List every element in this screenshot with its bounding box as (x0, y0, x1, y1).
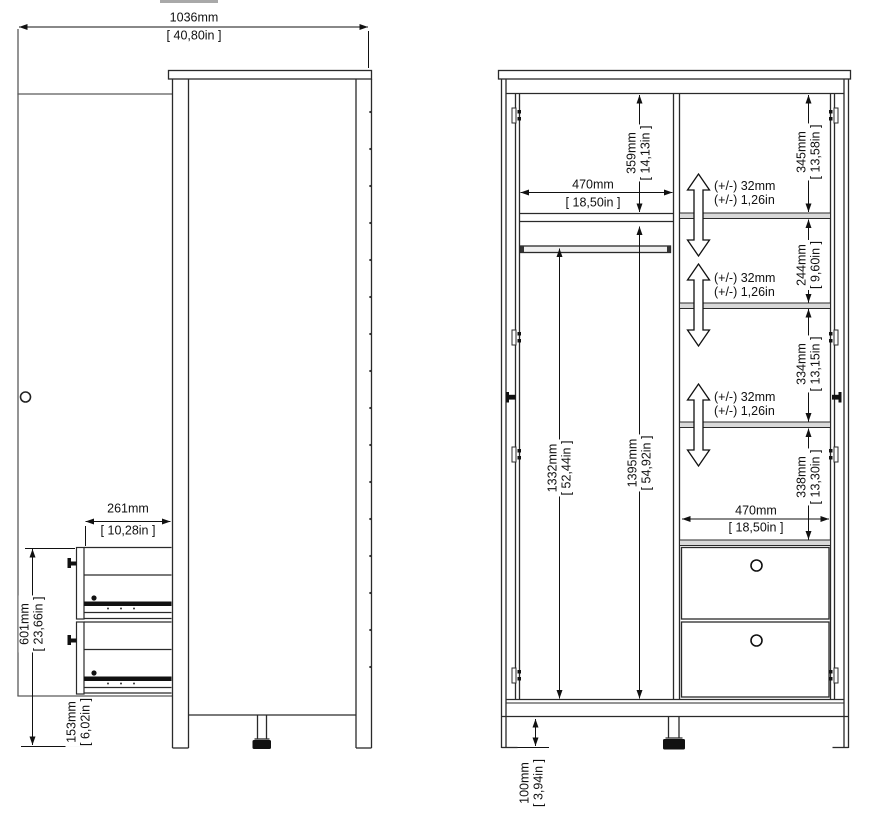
open-drawers-side-view (68, 548, 172, 695)
dim-right-width-mm: 470mm (735, 503, 777, 518)
drawer-1-rail (84, 602, 172, 607)
dim-leg-height: 100mm [ 3,94in ] (517, 759, 545, 807)
top-panel-front (499, 71, 851, 80)
shelf-adjustment-label: (+/-) 32mm (+/-) 1,26in (714, 271, 776, 299)
drawer-1-knob (68, 558, 72, 568)
dim-drawer-extension-mm: 261mm (107, 501, 149, 516)
wardrobe-side-view (169, 71, 372, 750)
dim-overall-width-mm: 1036mm (169, 10, 219, 25)
side-leg-foot (253, 740, 272, 749)
drawer-1-front-knob (751, 560, 762, 571)
shelf-adjustment-label: (+/-) 32mm (+/-) 1,26in (714, 179, 776, 207)
dim-left-top-section: 359mm [ 14,13in ] (624, 125, 652, 181)
front-leg (663, 717, 685, 750)
drawer-1-side (68, 548, 172, 620)
front-leg-foot (663, 739, 685, 750)
dim-shelf-gap-2: 244mm [ 9,60in ] (794, 241, 822, 289)
top-panel-side (169, 71, 372, 80)
drawer-2-front-knob (751, 635, 762, 646)
dim-base-section-height: 153mm [ 6,02in ] (64, 698, 92, 746)
door-knob (21, 392, 31, 402)
dim-left-interior-height: 1395mm [ 54,92in ] (625, 435, 653, 491)
drawer-2-knob (68, 635, 72, 645)
dim-left-width-in: [ 18,50in ] (565, 195, 621, 210)
dim-left-width-mm: 470mm (572, 177, 614, 192)
dim-drawer-extension-in: [ 10,28in ] (100, 523, 156, 538)
dim-shelf-gap-1: 345mm [ 13,58in ] (794, 124, 822, 180)
drawer-2-rail (84, 677, 172, 682)
dim-right-width-in: [ 18,50in ] (728, 520, 784, 535)
dim-overall-width-in: [ 40,80in ] (166, 28, 222, 43)
dim-shelf-gap-3: 334mm [ 13,15in ] (794, 336, 822, 392)
shelf-4 (680, 540, 831, 546)
drawers-front (682, 548, 830, 698)
hanging-rail (521, 246, 671, 253)
dim-drawer-section-height: 601mm [ 23,66in ] (17, 596, 45, 652)
side-leg (253, 715, 272, 749)
dim-hanging-space-height: 1332mm [ 52,44in ] (545, 440, 573, 496)
dim-shelf-gap-4: 338mm [ 13,30in ] (794, 449, 822, 505)
drawer-2-side (68, 622, 172, 694)
shelf-adjustment-label: (+/-) 32mm (+/-) 1,26in (714, 390, 776, 418)
